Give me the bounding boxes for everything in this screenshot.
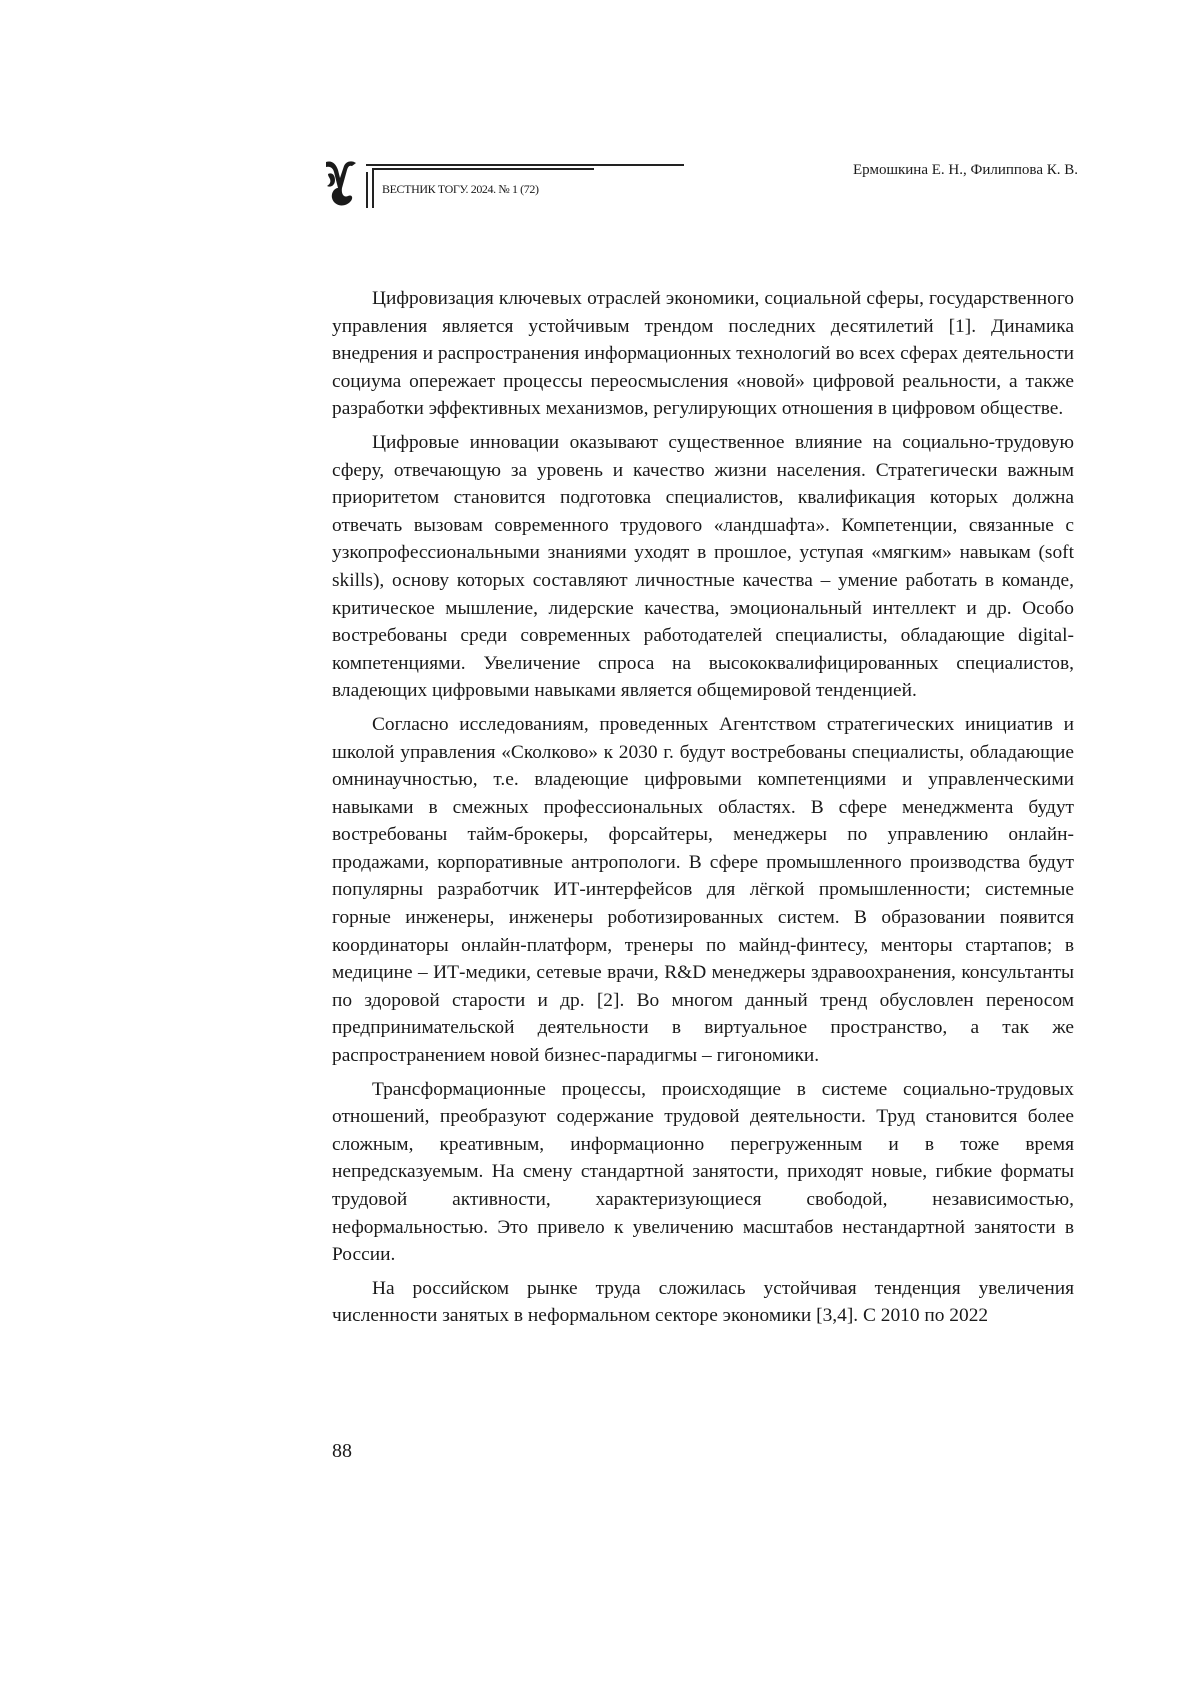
journal-title: ВЕСТНИК ТОГУ. 2024. № 1 (72)	[382, 182, 539, 196]
journal-title-frame	[366, 160, 684, 212]
page-number: 88	[332, 1440, 352, 1462]
paragraph: Трансформационные процессы, происходящие в системе социально-трудовых отношений, преобразуют содержание трудовой деятельности. Труд становится более сложным, креативным, информационно перегруженным и в тоже время непредсказуемым. На смену стандартной занятости, приходят новые, гибкие форматы трудовой активности, характеризующиеся свободой, независимостью, неформальностью. Это привело к увеличению масштабов нестандартной занятости в России.	[332, 1078, 1074, 1266]
paragraph: Цифровизация ключевых отраслей экономики, социальной сферы, государственного управления является устойчивым трендом последних десятилетий [1]. Динамика внедрения и распространения информационных технологий во всех сферах деятельности социума опережает процессы переосмысления «новой» цифровой реальности, а также разработки эффективных механизмов, регулирующих отношения в цифровом обществе.	[332, 288, 1074, 420]
paragraph: Цифровые инновации оказывают существенное влияние на социально-трудовую сферу, отвечающую за уровень и качество жизни населения. Стратегически важным приоритетом становится подготовка специалистов, квалификация которых должна отвечать вызовам современного трудового «ландшафта». Компетенции, связанные с узкопрофессиональными знаниями уходят в прошлое, уступая «мягким» навыкам (soft skills), основу которых составляют личностные качества – умение работать в команде, критическое мышление, лидерские качества, эмоциональный интеллект и др. Особо востребованы среди современных работодателей специалисты, обладающие digital-компетенциями. Увеличение спроса на высококвалифицированных специалистов, владеющих цифровыми навыками является общемировой тенденцией.	[332, 431, 1074, 702]
frame-line-left	[366, 172, 368, 208]
authors: Ермошкина Е. Н., Филиппова К. В.	[853, 162, 1078, 178]
frame-line-left-inner	[372, 168, 374, 208]
article-body	[332, 285, 1074, 1336]
journal-logo-icon	[322, 158, 360, 210]
frame-line-top	[366, 164, 684, 166]
paragraph: Согласно исследованиям, проведенных Агентством стратегических инициатив и школой управления «Сколково» к 2030 г. будут востребованы специалисты, обладающие омнинаучностью, т.е. владеющие цифровыми компетенциями и управленческими навыками в смежных профессиональных областях. В сфере менеджмента будут востребованы тайм-брокеры, форсайтеры, менеджеры по управлению онлайн-продажами, корпоративные антропологи. В сфере промышленного производства будут популярны разработчик ИТ-интерфейсов для лёгкой промышленности; системные горные инженеры, инженеры роботизированных систем. В образовании появится координаторы онлайн-платформ, тренеры по майнд-финтесу, менторы стартапов; в медицине – ИТ-медики, сетевые врачи, R&D менеджеры здравоохранения, консультанты по здоровой старости и др. [2]. Во многом данный тренд обусловлен переносом предпринимательской деятельности в виртуальное пространство, а так же распространением новой бизнес-парадигмы – гигономики.	[332, 713, 1074, 1067]
paragraph: На российском рынке труда сложилась устойчивая тенденция увеличения численности занятых в неформальном секторе экономики [3,4]. С 2010 по 2022	[332, 1277, 1074, 1327]
frame-line-inner	[372, 168, 594, 170]
page-header	[322, 150, 1078, 220]
